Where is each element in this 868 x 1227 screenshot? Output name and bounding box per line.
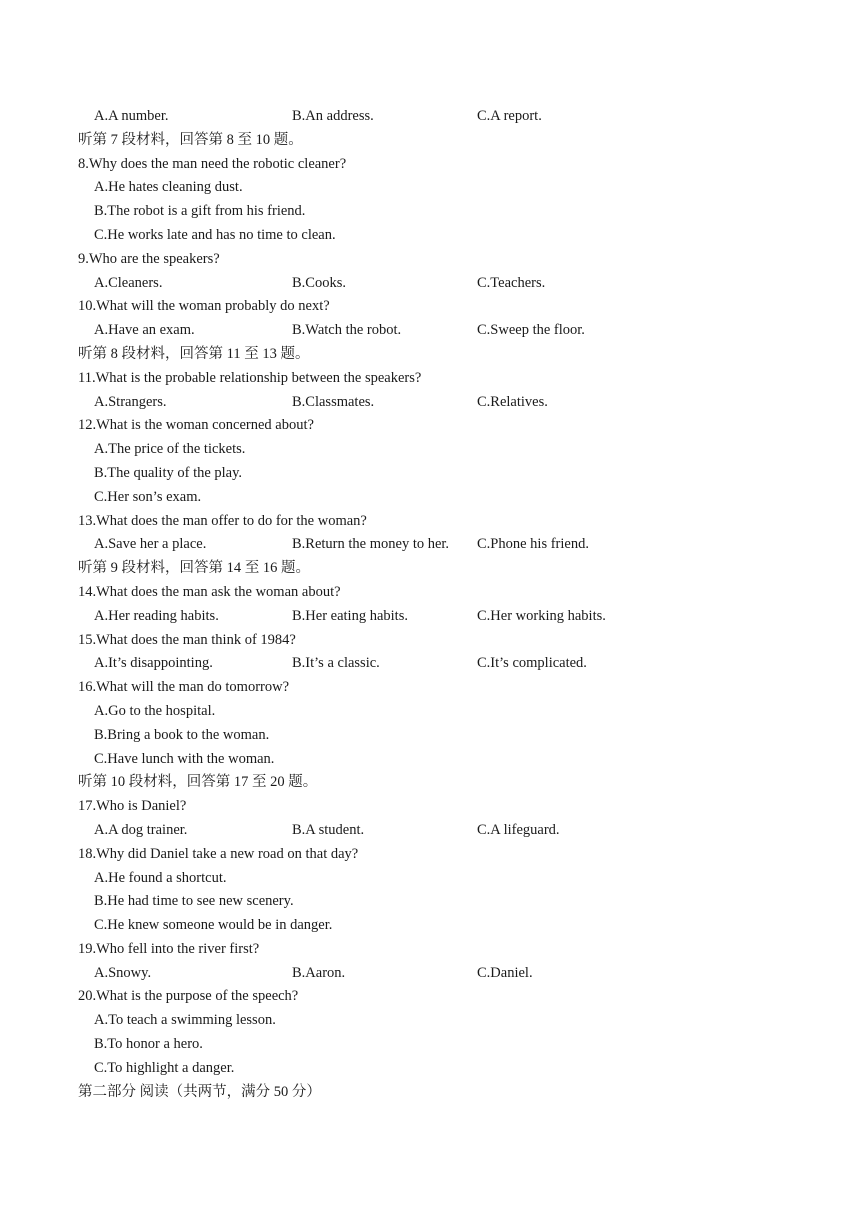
answer-options-row (0, 319, 868, 343)
answer-option: A.Go to the hospital. (94, 702, 216, 719)
answer-option: A.He found a shortcut. (94, 869, 227, 886)
question-text: 18.Why did Daniel take a new road on that day? (78, 845, 359, 862)
question-text: 8.Why does the man need the robotic cleaner? (78, 155, 347, 172)
answer-option: B.The quality of the play. (94, 464, 243, 481)
answer-option-a: A.Strangers. (94, 393, 167, 410)
answer-options-row (0, 391, 868, 415)
question-text: 20.What is the purpose of the speech? (78, 988, 299, 1005)
question-text: 9.Who are the speakers? (78, 250, 220, 267)
answer-option: C.He works late and has no time to clean. (94, 226, 336, 243)
answer-option: C.He knew someone would be in danger. (94, 917, 333, 934)
answer-option-b: B.Aaron. (292, 964, 346, 981)
answer-option-c: C.Relatives. (477, 393, 548, 410)
question-text: 10.What will the woman probably do next? (78, 298, 330, 315)
answer-option-b: B.Her eating habits. (292, 607, 408, 624)
answer-options-row (0, 533, 868, 557)
answer-option-c: C.Daniel. (477, 964, 533, 981)
question-text: 19.Who fell into the river first? (78, 940, 260, 957)
answer-option-b: B.Classmates. (292, 393, 375, 410)
answer-options-row (0, 652, 868, 676)
answer-option-b: B.Return the money to her. (292, 536, 450, 553)
question-text: 15.What does the man think of 1984? (78, 631, 296, 648)
answer-option: C.Have lunch with the woman. (94, 750, 275, 767)
answer-option-a: A.Cleaners. (94, 274, 163, 291)
answer-option-b: B.A student. (292, 821, 365, 838)
answer-option: B.Bring a book to the woman. (94, 726, 270, 743)
answer-options-row (0, 605, 868, 629)
answer-option-a: A.A dog trainer. (94, 821, 188, 838)
answer-options-row (0, 962, 868, 986)
answer-option-c: C.Her working habits. (477, 607, 606, 624)
answer-option-b: B.Watch the robot. (292, 322, 402, 339)
question-text: 16.What will the man do tomorrow? (78, 679, 290, 696)
answer-option: B.To honor a hero. (94, 1036, 203, 1053)
answer-option-b: B.An address. (292, 108, 374, 124)
answer-option-a: A.Save her a place. (94, 536, 207, 553)
answer-option: C.Her son’s exam. (94, 488, 202, 505)
section-heading: 第二部分 阅读（共两节，满分 50 分） (78, 1083, 321, 1100)
answer-option: A.To teach a swimming lesson. (94, 1012, 276, 1029)
answer-option: A.He hates cleaning dust. (94, 179, 243, 196)
section-heading: 听第 8 段材料，回答第 11 至 13 题。 (78, 345, 310, 362)
answer-option-a: A.Have an exam. (94, 322, 195, 339)
question-text: 13.What does the man offer to do for the woman? (78, 512, 367, 529)
answer-options-row (0, 105, 868, 129)
answer-option: B.He had time to see new scenery. (94, 893, 294, 910)
answer-option-b: B.It’s a classic. (292, 655, 380, 672)
section-heading: 听第 9 段材料，回答第 14 至 16 题。 (78, 560, 310, 577)
answer-option-a: A.Snowy. (94, 964, 152, 981)
question-text: 17.Who is Daniel? (78, 798, 187, 815)
answer-option-c: C.Teachers. (477, 274, 546, 291)
question-text: 14.What does the man ask the woman about? (78, 583, 341, 600)
answer-option-c: C.Phone his friend. (477, 536, 589, 553)
section-heading: 听第 7 段材料，回答第 8 至 10 题。 (78, 131, 303, 148)
answer-option-a: A.A number. (94, 108, 169, 124)
answer-option-c: C.Sweep the floor. (477, 322, 585, 339)
exam-page (0, 105, 868, 1104)
answer-options-row (0, 819, 868, 843)
question-text: 11.What is the probable relationship between the speakers? (78, 369, 422, 386)
answer-options-row (0, 272, 868, 296)
answer-option-c: C.A lifeguard. (477, 821, 560, 838)
answer-option: B.The robot is a gift from his friend. (94, 203, 306, 220)
answer-option-c: C.It’s complicated. (477, 655, 587, 672)
question-text: 12.What is the woman concerned about? (78, 417, 314, 434)
answer-option: A.The price of the tickets. (94, 441, 246, 458)
answer-option-a: A.It’s disappointing. (94, 655, 213, 672)
answer-option: C.To highlight a danger. (94, 1059, 235, 1076)
answer-option-a: A.Her reading habits. (94, 607, 219, 624)
section-heading: 听第 10 段材料，回答第 17 至 20 题。 (78, 774, 318, 791)
answer-option-b: B.Cooks. (292, 274, 346, 291)
answer-option-c: C.A report. (477, 108, 542, 124)
